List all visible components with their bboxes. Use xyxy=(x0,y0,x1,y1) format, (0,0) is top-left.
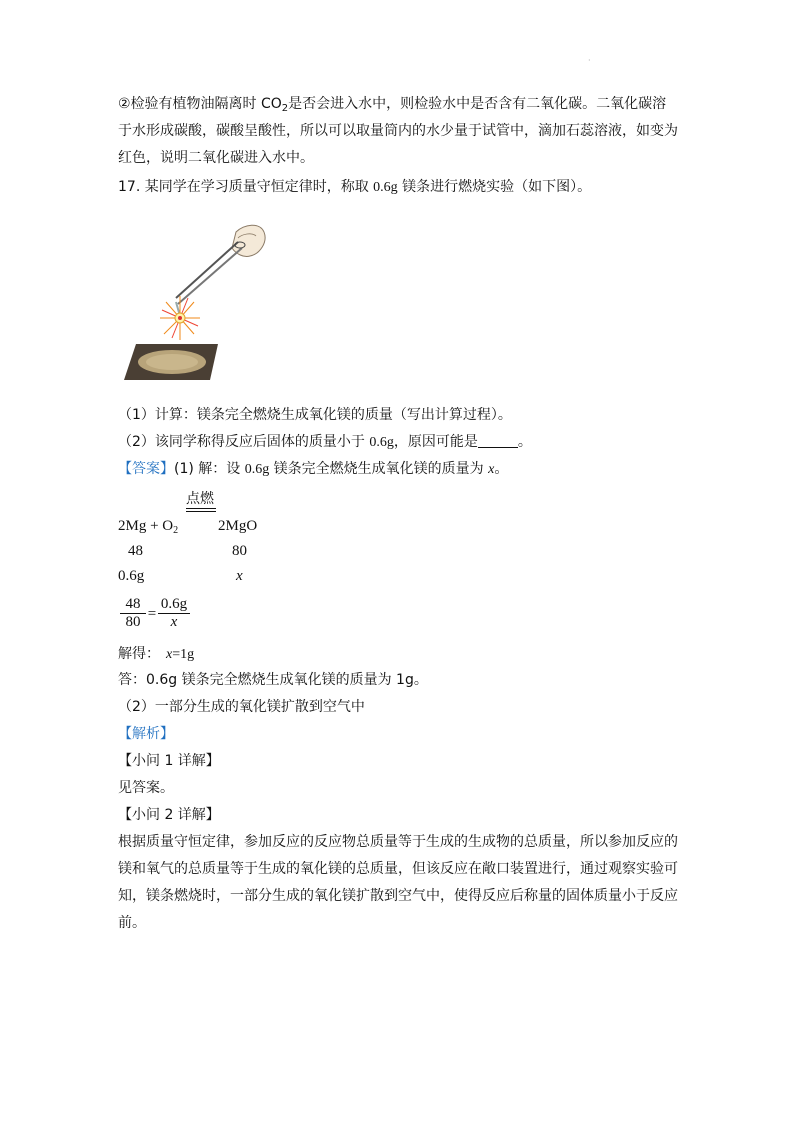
q2-a: （2）该同学称得反应后固体的质量小于 xyxy=(118,434,370,450)
analysis-tag: 【解析】 xyxy=(118,726,174,742)
para1-line1-b: 是否会进入水中，则检验水中是否含有二氧化碳。二氧化碳溶 xyxy=(288,96,667,112)
magnesium-burning-illustration xyxy=(118,218,273,383)
answer-conclusion: 答：0.6g 镁条完全燃烧生成氧化镁的质量为 1g。 xyxy=(118,672,428,688)
solve-label: 解得： xyxy=(118,646,160,662)
para1-line1 xyxy=(118,94,666,119)
answer-intro xyxy=(118,459,508,480)
fraction-right xyxy=(158,596,190,631)
solve-var: x xyxy=(166,647,173,662)
q2-b: ，原因可能是 xyxy=(393,434,478,450)
para1-line2: 于水形成碳酸，碳酸呈酸性，所以可以取量筒内的水少量于试管中，滴加石蕊溶液，如变为 xyxy=(118,123,678,139)
sub2-line3: 知，镁条燃烧时，一部分生成的氧化镁扩散到空气中，使得反应后称量的固体质量小于反应 xyxy=(118,888,678,904)
question-part2 xyxy=(118,432,532,453)
sub2-line1: 根据质量守恒定律，参加反应的反应物总质量等于生成的生成物的总质量，所以参加反应的 xyxy=(118,834,678,850)
condition-line-1 xyxy=(186,508,216,509)
sub1-title: 【小问 1 详解】 xyxy=(118,753,220,769)
condition-line-2 xyxy=(186,511,216,512)
answer-intro-mass: 0.6g xyxy=(244,462,270,477)
tongs-arm-2 xyxy=(178,248,242,304)
equation-product: 2MgO xyxy=(218,518,258,534)
fraction-right-denominator: x xyxy=(158,613,190,631)
q2-mass: 0.6g xyxy=(369,435,394,450)
co2-subscript: 2 xyxy=(281,103,289,114)
para1-line1-a: ②检验有植物油隔离时 CO xyxy=(118,96,282,112)
page-corner-mark: · xyxy=(588,56,591,65)
reactant-a: 2Mg + O xyxy=(118,518,174,534)
equation-reactants xyxy=(118,516,178,541)
ratio-right: 80 xyxy=(232,543,247,559)
fraction-left-denominator: 80 xyxy=(120,613,146,631)
sub2-title: 【小问 2 详解】 xyxy=(118,807,220,823)
question-part1: （1）计算：镁条完全燃烧生成氧化镁的质量（写出计算过程）。 xyxy=(118,407,512,423)
solve-line xyxy=(118,644,194,665)
para1-line3: 红色，说明二氧化碳进入水中。 xyxy=(118,150,314,166)
sub1-body: 见答案。 xyxy=(118,780,174,796)
tongs-arm-1 xyxy=(176,242,238,298)
answer-tag: 【答案】 xyxy=(118,461,174,477)
sub2-line2: 镁和氧气的总质量等于生成的氧化镁的总质量，但该反应在敞口装置进行，通过观察实验可 xyxy=(118,861,678,877)
fraction-right-numerator: 0.6g xyxy=(160,596,188,612)
reaction-condition xyxy=(186,488,214,508)
ratio-left: 48 xyxy=(128,543,143,559)
o2-subscript: 2 xyxy=(173,525,179,536)
answer-intro-var: x xyxy=(488,462,495,477)
sub2-line4: 前。 xyxy=(118,915,146,931)
fraction-equals: = xyxy=(147,606,157,622)
condition-text: 点燃 xyxy=(186,491,214,507)
answer-intro-b: 镁条完全燃烧生成氧化镁的质量为 xyxy=(269,461,489,477)
stem-b: 镁条进行燃烧实验（如下图）。 xyxy=(397,179,592,195)
stem-a: 17. 某同学在学习质量守恒定律时，称取 xyxy=(118,179,374,195)
solve-value: =1g xyxy=(172,647,195,662)
question-stem xyxy=(118,177,591,198)
fraction-left-numerator: 48 xyxy=(125,596,141,612)
stem-mass: 0.6g xyxy=(373,180,398,195)
fraction-left xyxy=(120,596,146,631)
answer-part2: （2）一部分生成的氧化镁扩散到空气中 xyxy=(118,699,365,715)
given-right: x xyxy=(236,568,243,584)
q2-end: 。 xyxy=(517,434,532,450)
answer-intro-end: 。 xyxy=(494,461,509,477)
answer-blank[interactable] xyxy=(478,433,518,448)
given-left: 0.6g xyxy=(118,568,145,584)
answer-intro-a: (1) 解：设 xyxy=(174,461,245,477)
